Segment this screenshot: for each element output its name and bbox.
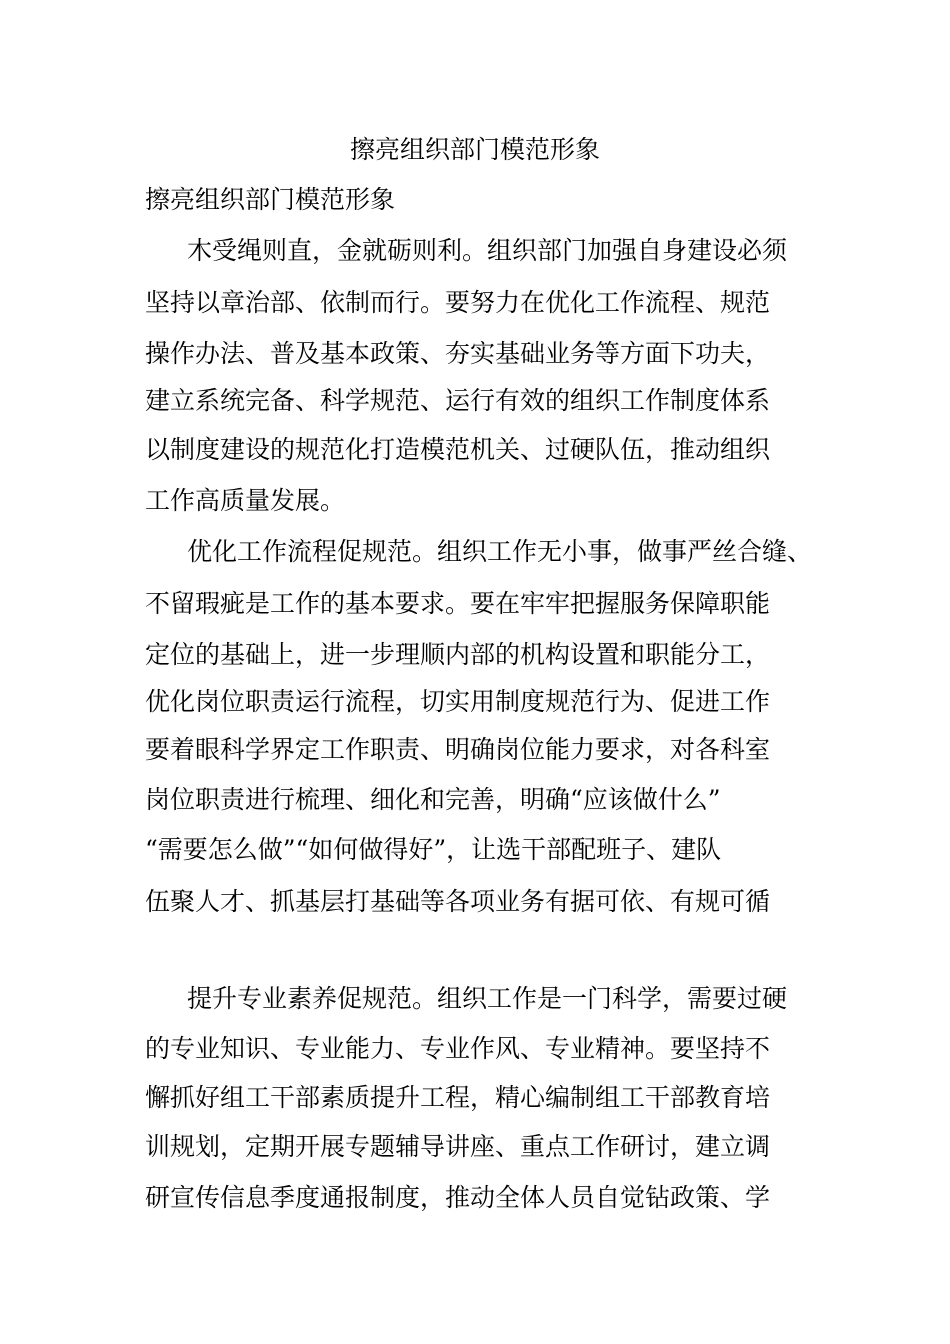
- paragraph-line: 要着眼科学界定工作职责、明确岗位能力要求，对各科室: [145, 735, 771, 764]
- paragraph-line: 提升专业素养促规范。组织工作是一门科学，需要过硬: [187, 984, 788, 1013]
- paragraph-line: 训规划，定期开展专题辅导讲座、重点工作研讨，建立调: [145, 1132, 771, 1161]
- paragraph-line: 懈抓好组工干部素质提升工程，精心编制组工干部教育培: [145, 1083, 771, 1112]
- paragraph-line: 操作办法、普及基本政策、夯实基础业务等方面下功夫，: [145, 339, 771, 368]
- paragraph-line: “需要怎么做”“如何做得好”，让选干部配班子、建队: [145, 835, 722, 864]
- paragraph-line: 优化岗位职责运行流程，切实用制度规范行为、促进工作: [145, 687, 771, 716]
- paragraph-line: 定位的基础上，进一步理顺内部的机构设置和职能分工，: [145, 640, 771, 669]
- paragraph-line: 伍聚人才、抓基层打基础等各项业务有据可依、有规可循: [145, 887, 771, 916]
- doc-subtitle: 擦亮组织部门模范形象: [145, 185, 396, 214]
- paragraph-line: 以制度建设的规范化打造模范机关、过硬队伍，推动组织: [145, 435, 771, 464]
- paragraph-line: 建立系统完备、科学规范、运行有效的组织工作制度体系: [145, 386, 771, 415]
- paragraph-line: 不留瑕疵是工作的基本要求。要在牢牢把握服务保障职能: [145, 589, 771, 618]
- page-title: 擦亮组织部门模范形象: [349, 135, 600, 164]
- paragraph-line: 研宣传信息季度通报制度，推动全体人员自觉钻政策、学: [145, 1183, 771, 1212]
- paragraph-line: 优化工作流程促规范。组织工作无小事，做事严丝合缝、: [187, 537, 813, 566]
- paragraph-line: 的专业知识、专业能力、专业作风、专业精神。要坚持不: [145, 1034, 771, 1063]
- paragraph-line: 木受绳则直，金就砺则利。组织部门加强自身建设必须: [187, 236, 788, 265]
- paragraph-line: 坚持以章治部、依制而行。要努力在优化工作流程、规范: [145, 288, 771, 317]
- paragraph-line: 岗位职责进行梳理、细化和完善，明确“应该做什么”: [145, 785, 721, 814]
- paragraph-line: 工作高质量发展。: [145, 486, 346, 515]
